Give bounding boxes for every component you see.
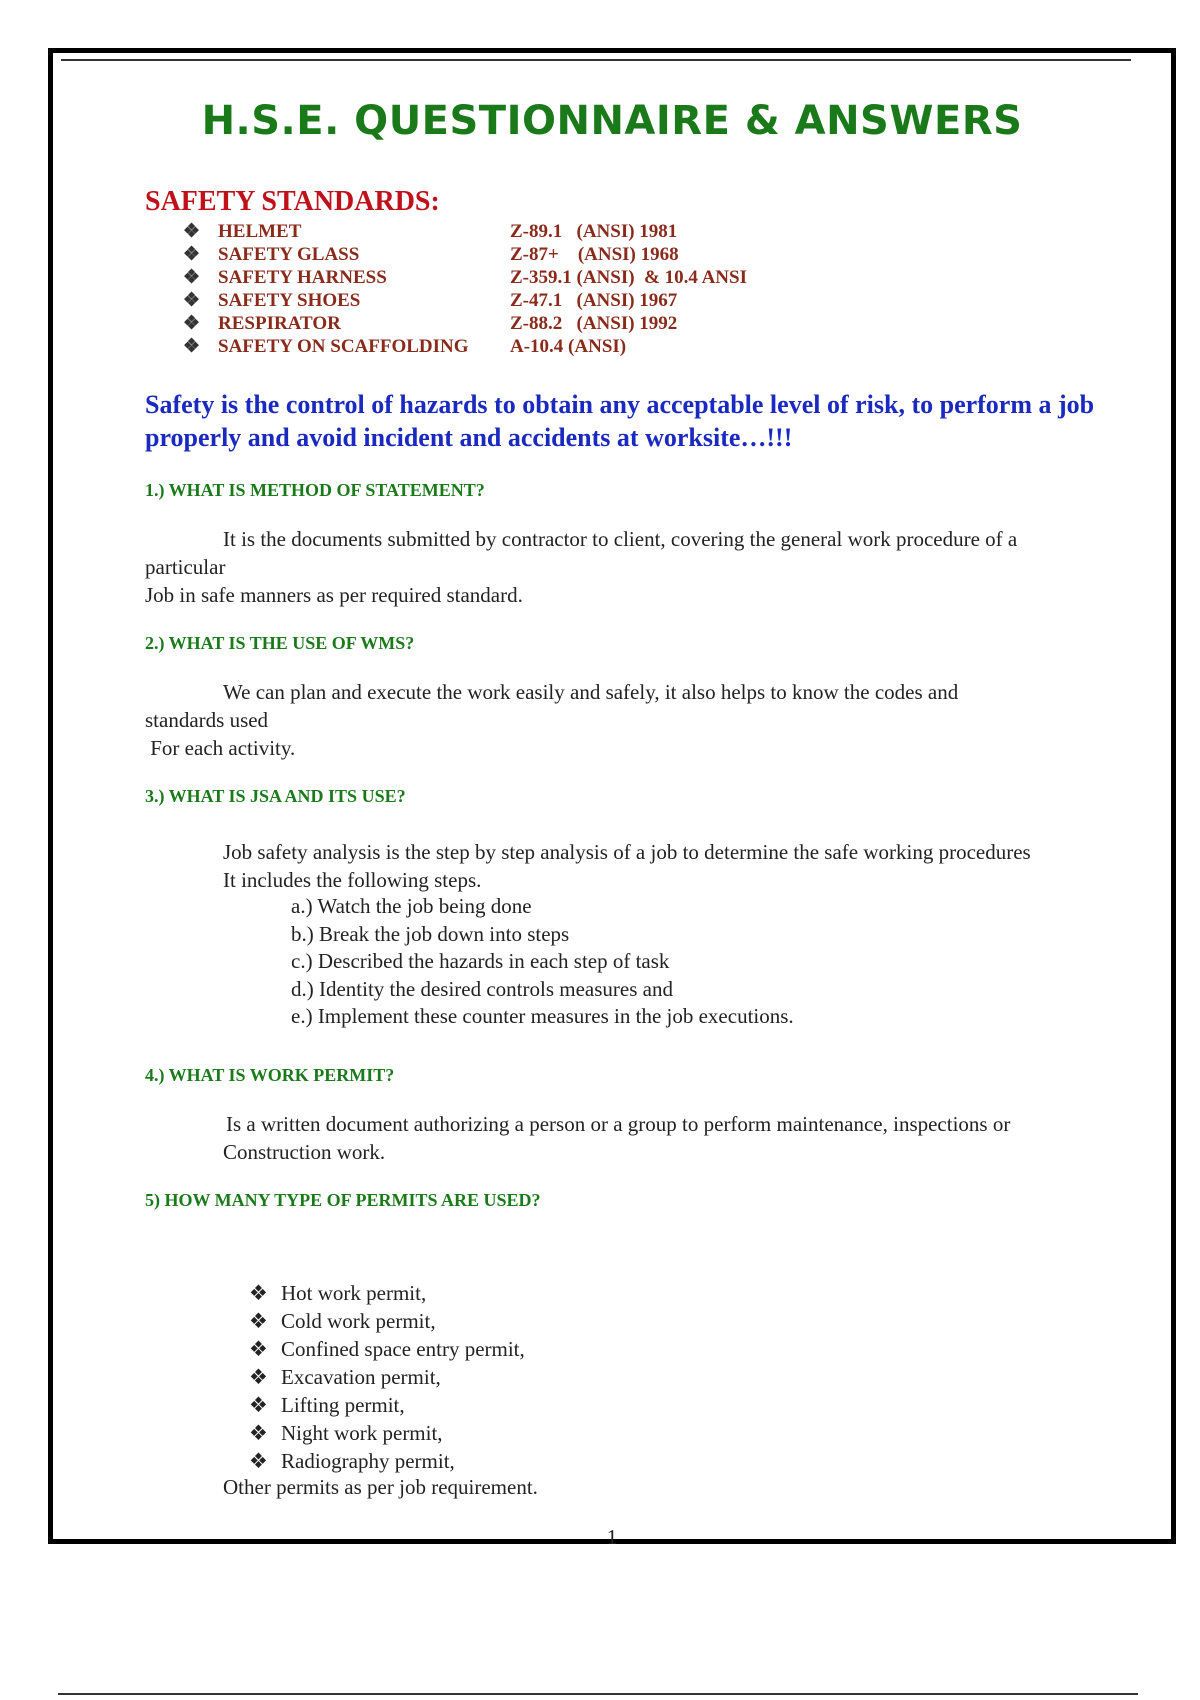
next-page-rule — [58, 1693, 1138, 1695]
question-heading: 2.) WHAT IS THE USE OF WMS? — [145, 633, 415, 653]
diamond-bullet-icon: ❖ — [249, 1449, 268, 1473]
standard-name: HELMET — [218, 221, 302, 242]
safety-standards-heading: SAFETY STANDARDS: — [145, 186, 440, 217]
answer-text: We can plan and execute the work easily and safely, it also helps to know the codes and — [223, 680, 959, 704]
standard-item — [183, 335, 747, 358]
standard-item — [183, 220, 747, 243]
diamond-bullet-icon: ❖ — [249, 1421, 268, 1445]
question-heading: 5) HOW MANY TYPE OF PERMITS ARE USED? — [145, 1190, 541, 1210]
diamond-bullet-icon: ❖ — [183, 290, 201, 311]
question-heading: 1.) WHAT IS METHOD OF STATEMENT? — [145, 480, 485, 500]
top-rule — [61, 59, 1131, 61]
page-number: 1 — [606, 1525, 618, 1549]
jsa-steps-list — [291, 893, 794, 1031]
standard-item — [183, 312, 747, 335]
list-item: c.) Described the hazards in each step of task — [291, 949, 670, 973]
answer-text: It is the documents submitted by contractor to client, covering the general work procedure of a — [223, 527, 1018, 551]
standard-item — [183, 243, 747, 266]
list-item: ❖ Night work permit, — [249, 1421, 443, 1445]
diamond-bullet-icon: ❖ — [183, 244, 201, 265]
permit-types-list — [249, 1279, 525, 1475]
list-item: a.) Watch the job being done — [291, 894, 532, 918]
standard-code: Z-87+ (ANSI) 1968 — [510, 244, 679, 265]
diamond-bullet-icon: ❖ — [249, 1393, 268, 1417]
list-item: ❖ Lifting permit, — [249, 1393, 405, 1417]
standard-code: Z-47.1 (ANSI) 1967 — [510, 290, 678, 311]
document-title: H.S.E. QUESTIONNAIRE & ANSWERS — [201, 98, 1023, 144]
list-item: d.) Identity the desired controls measures and — [291, 976, 673, 1001]
diamond-bullet-icon: ❖ — [249, 1365, 268, 1389]
standard-code: Z-359.1 (ANSI) & 10.4 ANSI — [510, 267, 747, 288]
answer-text: It includes the following steps. — [223, 868, 482, 892]
diamond-bullet-icon: ❖ — [249, 1309, 268, 1333]
diamond-bullet-icon: ❖ — [249, 1337, 268, 1361]
diamond-bullet-icon: ❖ — [183, 336, 201, 357]
answer-text: standards used — [145, 708, 269, 732]
list-item: ❖ Radiography permit, — [249, 1449, 455, 1473]
standard-name: SAFETY SHOES — [218, 290, 361, 311]
diamond-bullet-icon: ❖ — [249, 1281, 268, 1305]
diamond-bullet-icon: ❖ — [183, 313, 201, 334]
question-heading: 4.) WHAT IS WORK PERMIT? — [145, 1065, 395, 1085]
answer-text: For each activity. — [145, 736, 296, 760]
answer-text: Construction work. — [223, 1140, 386, 1164]
standard-name: SAFETY ON SCAFFOLDING — [218, 336, 469, 357]
list-item: ❖ Confined space entry permit, — [249, 1337, 525, 1361]
answer-text: Job in safe manners as per required standard. — [145, 583, 523, 607]
list-item: ❖ Excavation permit, — [249, 1365, 441, 1389]
standard-name: RESPIRATOR — [218, 313, 341, 334]
standard-code: Z-89.1 (ANSI) 1981 — [510, 221, 678, 242]
list-item: e.) Implement these counter measures in the job executions. — [291, 1004, 794, 1028]
standard-name: SAFETY GLASS — [218, 244, 360, 265]
safety-motto: Safety is the control of hazards to obtain any acceptable level of risk, to perform a job properly and avoid incident and accidents at worksite…!!! — [145, 390, 1095, 452]
safety-standards-list — [183, 220, 747, 358]
list-item: ❖ Hot work permit, — [249, 1281, 427, 1305]
document-page — [48, 48, 1176, 1549]
diamond-bullet-icon: ❖ — [183, 221, 201, 242]
standard-item — [183, 289, 747, 312]
standard-item — [183, 266, 747, 289]
diamond-bullet-icon: ❖ — [183, 267, 201, 288]
answer-text: Job safety analysis is the step by step analysis of a job to determine the safe working procedures — [223, 840, 1031, 864]
standard-name: SAFETY HARNESS — [218, 267, 387, 288]
standard-code: Z-88.2 (ANSI) 1992 — [510, 313, 678, 334]
list-item: ❖ Cold work permit, — [249, 1309, 436, 1333]
list-item: b.) Break the job down into steps — [291, 921, 570, 946]
permits-note: Other permits as per job requirement. — [223, 1475, 538, 1499]
answer-text: particular — [145, 555, 226, 579]
answer-text: Is a written document authorizing a person or a group to perform maintenance, inspections or — [226, 1112, 1011, 1136]
question-heading: 3.) WHAT IS JSA AND ITS USE? — [145, 786, 406, 806]
standard-code: A-10.4 (ANSI) — [510, 336, 627, 357]
